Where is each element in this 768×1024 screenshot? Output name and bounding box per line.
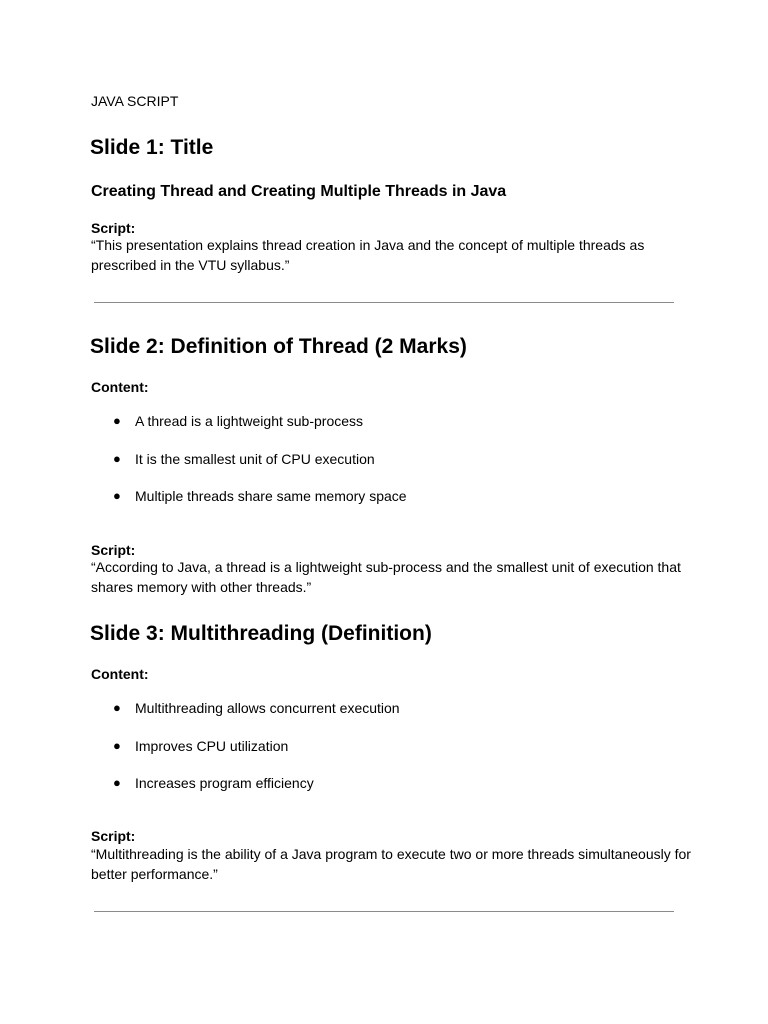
bullet-text: Increases program efficiency — [135, 775, 314, 791]
bullet-text: A thread is a lightweight sub-process — [135, 413, 364, 429]
slide-1-heading: Slide 1: Title — [90, 136, 214, 159]
section-divider — [94, 911, 674, 912]
slide-2-content-label: Content: — [91, 379, 149, 395]
slide-1-script-text: “This presentation explains thread creation in Java and the concept of multiple threads as prescribed in the VTU syllabus.” — [91, 237, 645, 273]
bullet-text: Multithreading allows concurrent execution — [135, 700, 400, 716]
bullet-icon: ● — [113, 700, 121, 715]
slide-3-content-label: Content: — [91, 666, 149, 682]
section-divider — [94, 302, 674, 303]
bullet-icon: ● — [113, 450, 121, 466]
slide-2-script-label: Script: — [91, 542, 136, 558]
bullet-icon: ● — [113, 488, 121, 503]
bullet-text: It is the smallest unit of CPU execution — [135, 450, 375, 467]
bullet-icon: ● — [113, 413, 121, 428]
slide-3-heading: Slide 3: Multithreading (Definition) — [90, 622, 432, 645]
slide-2-script-text: “According to Java, a thread is a lightweight sub-process and the smallest unit of execution that shares memory with other threads.” — [91, 559, 681, 595]
slide-1-script-label: Script: — [91, 220, 136, 236]
bullet-icon: ● — [113, 775, 121, 790]
slide-3-script-label: Script: — [91, 828, 136, 844]
slide-2-heading: Slide 2: Definition of Thread (2 Marks) — [90, 335, 467, 358]
bullet-text: Multiple threads share same memory space — [135, 488, 407, 504]
slide-3-script-text: “Multithreading is the ability of a Java program to execute two or more threads simultaneously for better performance.” — [91, 846, 691, 882]
document-label: JAVA SCRIPT — [91, 93, 179, 109]
bullet-text: Improves CPU utilization — [135, 737, 289, 754]
bullet-icon: ● — [113, 737, 121, 753]
slide-1-subtitle: Creating Thread and Creating Multiple Threads in Java — [91, 183, 507, 200]
